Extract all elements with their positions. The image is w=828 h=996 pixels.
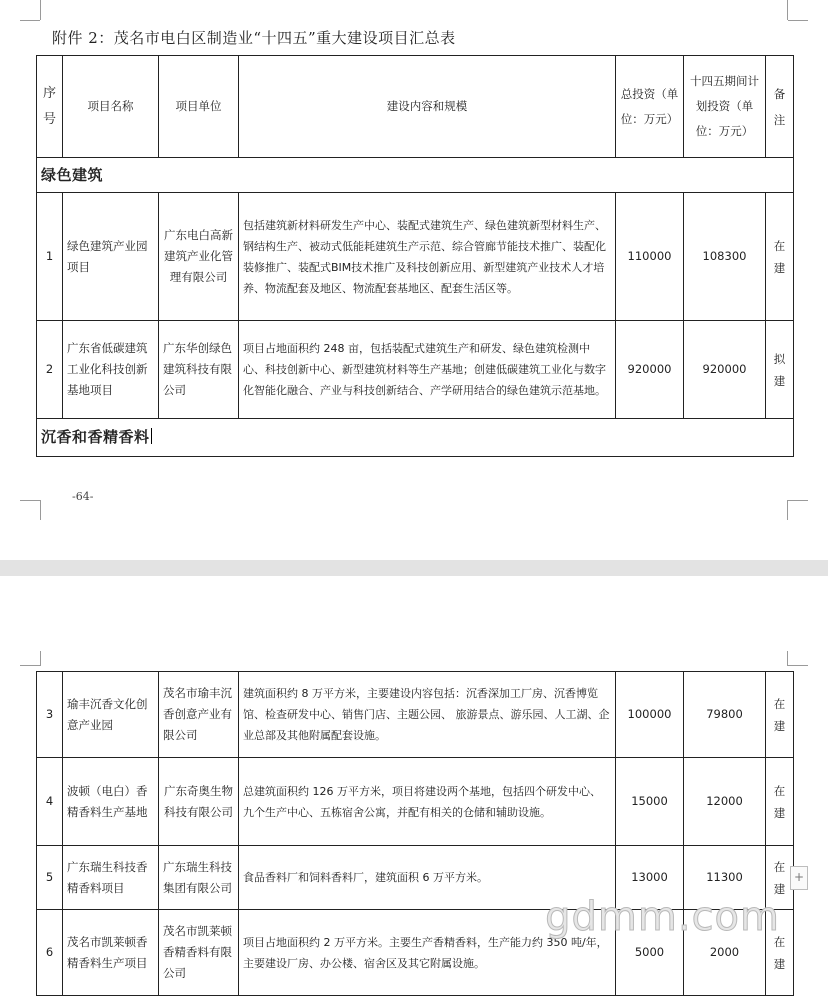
table-row — [37, 672, 794, 758]
row-content: 总建筑面积约 126 万平方米，项目将建设两个基地，包括四个研发中心、九个生产中心、五栋宿舍公寓，并配有相关的仓储和辅助设施。 — [239, 758, 616, 846]
section-title-cell[interactable] — [37, 419, 794, 457]
row-seq: 4 — [37, 758, 63, 846]
row-plan: 920000 — [684, 321, 766, 419]
site-watermark: gdmm.com — [545, 894, 780, 940]
row-name: 瑜丰沉香文化创意产业园 — [63, 672, 159, 758]
row-note: 在建 — [766, 193, 794, 321]
header-seq: 序号 — [37, 56, 63, 158]
project-table-page-2 — [36, 671, 794, 996]
crop-mark — [787, 500, 788, 520]
table-row — [37, 193, 794, 321]
row-seq: 3 — [37, 672, 63, 758]
document-title: 附件 2：茂名市电白区制造业“十四五”重大建设项目汇总表 — [52, 29, 456, 47]
crop-mark — [787, 651, 788, 666]
row-note: 在建 — [766, 910, 794, 996]
row-unit: 茂名市瑜丰沉香创意产业有限公司 — [159, 672, 239, 758]
section-row-agarwood — [37, 419, 794, 457]
row-total: 110000 — [616, 193, 684, 321]
row-content: 项目占地面积约 2 万平方米。主要生产香精香料，生产能力约 350 吨/年，主要建设厂房、办公楼、宿舍区及其它附属设施。 — [239, 910, 616, 996]
crop-mark — [20, 500, 40, 501]
text-cursor — [151, 428, 152, 444]
crop-mark — [40, 0, 41, 20]
row-content: 项目占地面积约 248 亩，包括装配式建筑生产和研发、绿色建筑检测中心、科技创新中心、新型建筑材料等生产基地；创建低碳建筑工业化与数字化智能化融合、产业与科技创新结合、产学研用结合的绿色建筑示范基地。 — [239, 321, 616, 419]
table-row — [37, 321, 794, 419]
row-seq: 1 — [37, 193, 63, 321]
row-total: 13000 — [616, 846, 684, 910]
row-unit: 广东奇奥生物科技有限公司 — [159, 758, 239, 846]
page-number: -64- — [72, 490, 94, 503]
row-unit: 广东电白高新建筑产业化管理有限公司 — [159, 193, 239, 321]
row-content: 食品香料厂和饲料香料厂，建筑面积 6 万平方米。 — [239, 846, 616, 910]
crop-mark — [40, 500, 41, 520]
row-name: 绿色建筑产业园项目 — [63, 193, 159, 321]
row-unit: 广东瑞生科技集团有限公司 — [159, 846, 239, 910]
row-content: 包括建筑新材料研发生产中心、装配式建筑生产、绿色建筑新型材料生产、钢结构生产、被动式低能耗建筑生产示范、综合管廊节能技术推广、装配化装修推广、装配式BIM技术推广及科技创新应用、新型建筑产业技术人才培养、物流配套及地区、物流配套基地区、配套生活区等。 — [239, 193, 616, 321]
crop-mark — [20, 665, 40, 666]
page-gap — [0, 560, 828, 576]
row-name: 广东瑞生科技香精香料项目 — [63, 846, 159, 910]
table-header-row — [37, 56, 794, 158]
section-title: 沉香和香精香料 — [41, 428, 150, 446]
header-total: 总投资（单位：万元） — [616, 56, 684, 158]
crop-mark — [788, 20, 808, 21]
row-note: 在建 — [766, 758, 794, 846]
row-note: 在建 — [766, 672, 794, 758]
table-row — [37, 758, 794, 846]
row-plan: 12000 — [684, 758, 766, 846]
header-name: 项目名称 — [63, 56, 159, 158]
row-plan: 11300 — [684, 846, 766, 910]
row-plan: 79800 — [684, 672, 766, 758]
row-total: 100000 — [616, 672, 684, 758]
row-content: 建筑面积约 8 万平方米，主要建设内容包括：沉香深加工厂房、沉香博览馆、检查研发中心、销售门店、主题公园、 旅游景点、游乐园、人工湖、企业总部及其他附属配套设施。 — [239, 672, 616, 758]
crop-mark — [788, 665, 808, 666]
row-total: 920000 — [616, 321, 684, 419]
header-note: 备注 — [766, 56, 794, 158]
header-plan: 十四五期间计划投资（单位：万元） — [684, 56, 766, 158]
row-total: 15000 — [616, 758, 684, 846]
row-name: 波顿（电白）香精香料生产基地 — [63, 758, 159, 846]
row-note: 在建 — [766, 846, 794, 910]
row-note: 拟建 — [766, 321, 794, 419]
row-plan: 2000 — [684, 910, 766, 996]
add-row-button[interactable]: + — [790, 866, 808, 890]
crop-mark — [40, 651, 41, 666]
header-unit: 项目单位 — [159, 56, 239, 158]
row-name: 茂名市凯莱顿香精香料生产项目 — [63, 910, 159, 996]
row-seq: 6 — [37, 910, 63, 996]
header-content: 建设内容和规模 — [239, 56, 616, 158]
project-table-page-1 — [36, 55, 794, 457]
row-seq: 5 — [37, 846, 63, 910]
crop-mark — [20, 20, 40, 21]
section-title: 绿色建筑 — [37, 158, 794, 193]
crop-mark — [788, 500, 808, 501]
crop-mark — [787, 0, 788, 20]
row-total: 5000 — [616, 910, 684, 996]
row-plan: 108300 — [684, 193, 766, 321]
section-row-green-building — [37, 158, 794, 193]
row-name: 广东省低碳建筑工业化科技创新基地项目 — [63, 321, 159, 419]
row-unit: 茂名市凯莱顿香精香料有限公司 — [159, 910, 239, 996]
row-unit: 广东华创绿色建筑科技有限公司 — [159, 321, 239, 419]
row-seq: 2 — [37, 321, 63, 419]
